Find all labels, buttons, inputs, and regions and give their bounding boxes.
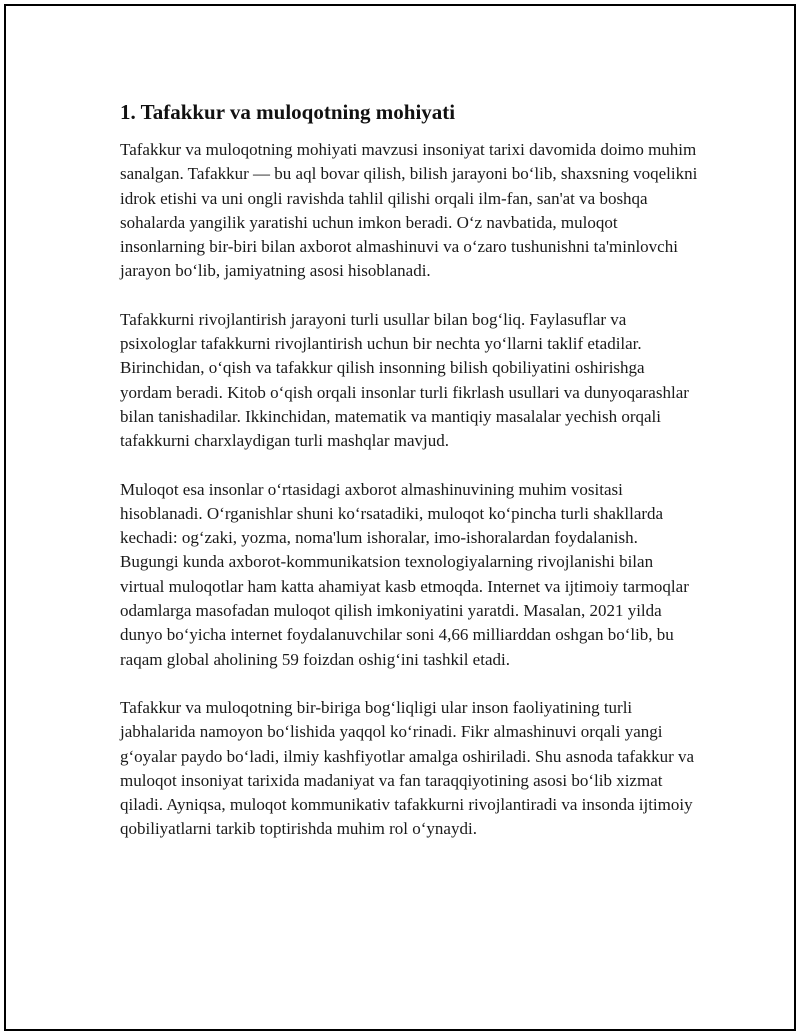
section-title: 1. Tafakkur va muloqotning mohiyati (120, 100, 456, 124)
paragraph-1: Tafakkur va muloqotning mohiyati mavzusi insoniyat tarixi davomida doimo muhim sanalgan. Tafakkur — bu aql bovar qilish, bilish jarayoni bo‘lib, shaxsning voqelikni idrok etishi va uni ongli ravishda tahlil qilishi orqali ilm-fan, san'at va boshqa sohalarda yangilik yaratishi uchun imkon beradi. O‘z navbatida, muloqot insonlarning bir-biri bilan axborot almashinuvi va o‘zaro tushunishni ta'minlovchi jarayon bo‘lib, jamiyatning asosi hisoblanadi. (120, 140, 698, 281)
document-content (120, 98, 700, 866)
paragraph-3: Muloqot esa insonlar o‘rtasidagi axborot almashinuvining muhim vositasi hisoblanadi. O‘rganishlar shuni ko‘rsatadiki, muloqot ko‘pincha turli shakllarda kechadi: og‘zaki, yozma, noma'lum ishoralar, imo-ishoralardan foydalanish. Bugungi kunda axborot-kommunikatsion texnologiyalarning rivojlanishi bilan virtual muloqotlar ham katta ahamiyat kasb etmoqda. Internet va ijtimoiy tarmoqlar odamlarga masofadan muloqot qilish imkoniyatini yaratdi. Masalan, 2021 yilda dunyo bo‘yicha internet foydalanuvchilar soni 4,66 milliarddan oshgan bo‘lib, bu raqam global aholining 59 foizdan oshig‘ini tashkil etadi. (120, 479, 689, 669)
document-page (4, 4, 796, 1031)
paragraph-2: Tafakkurni rivojlantirish jarayoni turli usullar bilan bog‘liq. Faylasuflar va psixologlar tafakkurni rivojlantirish uchun bir nechta yo‘llarni taklif etadilar. Birinchidan, o‘qish va tafakkur qilish insonning bilish qobiliyatini oshirishga yordam beradi. Kitob o‘qish orqali insonlar turli fikrlash usullari va dunyoqarashlar bilan tanishadilar. Ikkinchidan, matematik va mantiqiy masalalar yechish orqali tafakkurni charxlaydigan turli mashqlar mavjud. (120, 309, 689, 451)
paragraph-4: Tafakkur va muloqotning bir-biriga bog‘liqligi ular inson faoliyatining turli jabhalarida namoyon bo‘lishida yaqqol ko‘rinadi. Fikr almashinuvi orqali yangi g‘oyalar paydo bo‘ladi, ilmiy kashfiyotlar amalga oshiriladi. Shu asnoda tafakkur va muloqot insoniyat tarixida madaniyat va fan taraqqiyotining asosi bo‘lib xizmat qiladi. Ayniqsa, muloqot kommunikativ tafakkurni rivojlantiradi va insonda ijtimoiy qobiliyatlarni tarkib toptirishda muhim rol o‘ynaydi. (120, 697, 695, 839)
